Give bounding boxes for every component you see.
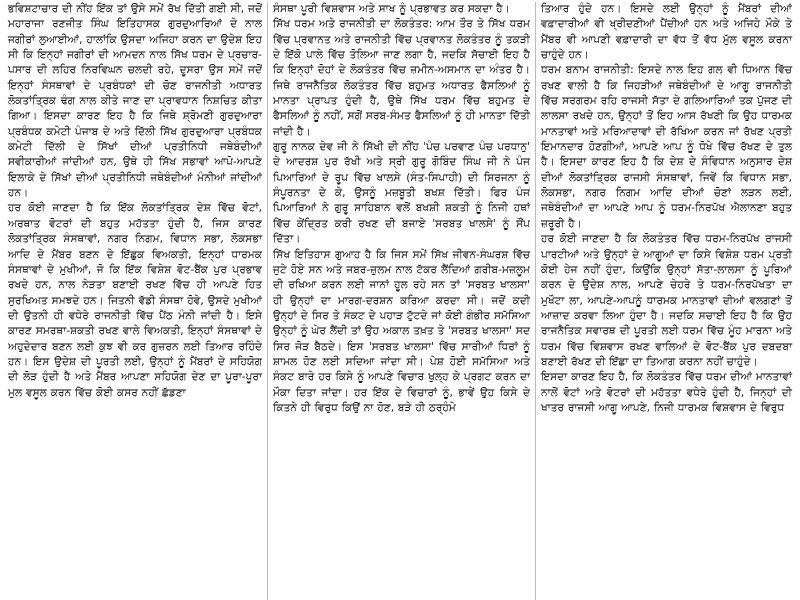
article-column-2 bbox=[267, 2, 535, 600]
paragraph: ਸਿੱਖ ਇਤਿਹਾਸ ਗੁਆਹ ਹੈ ਕਿ ਜਿਸ ਸਮੇਂ ਸਿੱਖ ਜੀਵਨ-ਸੰਘਰਸ਼ ਵਿੱਚ ਜੁਟੇ ਹੋਏ ਸਨ ਅਤੇ ਜਬਰ-ਜ਼ੁਲਮ ਨਾਲ ਟੱਕਰ ਲੈਂਦਿਆਂ ਗਰੀਬ-ਮਜ਼ਲੂਮ ਦੀ ਰਖਿਆ ਕਰਨ ਲਈ ਜਾਨਾਂ ਹੂਲ ਰਹੇ ਸਨ ਤਾਂ 'ਸਰਬਤ ਖਾਲਸਾ' ਹੀ ਉਨ੍ਹਾਂ ਦਾ ਮਾਰਗ-ਦਰਸ਼ਨ ਕਰਿਆ ਕਰਦਾ ਸੀ। ਜਦੋਂ ਕਦੀ ਉਨ੍ਹਾਂ ਦੇ ਸਿਰ ਤੇ ਸੰਕਟ ਦੇ ਪਹਾੜ ਟੁੱਟਦੇ ਜਾਂ ਕੋਈ ਗੰਭੀਰ ਸਮੱਸਿਆ ਉਨ੍ਹਾਂ ਨੂੰ ਘੇਰ ਲੈਂਦੀ ਤਾਂ ਉਹ ਅਕਾਲ ਤਖ਼ਤ ਤੇ 'ਸਰਬਤ ਖਾਲਸਾ' ਸਦ ਸਿਰ ਜੋੜ ਬੈਠਦੇ। ਇਸ 'ਸਰਬਤ ਖਾਲਸਾ' ਵਿੱਚ ਸਾਰੀਆਂ ਧਿਰਾਂ ਨੂੰ ਸ਼ਾਮਲ ਹੋਣ ਲਈ ਸਦਿਆ ਜਾਂਦਾ ਸੀ। ਪੇਸ਼ ਹੋਈ ਸਮੱਸਿਆ ਅਤੇ ਸੰਕਟ ਬਾਰੇ ਹਰ ਕਿਸੇ ਨੂੰ ਆਪਣੇ ਵਿਚਾਰ ਖੁਲ੍ਹ ਕੇ ਪ੍ਰਗਟ ਕਰਨ ਦਾ ਮੌਕਾ ਦਿਤਾ ਜਾਂਦਾ। ਹਰ ਇੱਕ ਦੇ ਵਿਚਾਰਾਂ ਨੂੰ, ਭਾਵੇਂ ਉਹ ਕਿਸੇ ਦੇ ਕਿਤਨੇ ਹੀ ਵਿਰੁਧ ਕਿਉਂ ਨਾ ਹੋਣ, ਬੜੇ ਹੀ ਠਰ੍ਹੰਮੇ bbox=[273, 248, 530, 414]
article-column-1 bbox=[3, 2, 267, 600]
paragraph: ਗੁਰੂ ਨਾਨਕ ਦੇਵ ਜੀ ਨੇ ਸਿੱਖੀ ਦੀ ਨੀਂਹ 'ਪੰਚ ਪਰਵਾਣ ਪੰਚ ਪਰਧਾਨੁ' ਦੇ ਆਦਰਸ਼ ਪੁਰ ਰੱਖੀ ਅਤੇ ਸ੍ਰੀ ਗੁਰੂ ਗੋਬਿੰਦ ਸਿੰਘ ਜੀ ਨੇ ਪੰਜ ਪਿਆਰਿਆਂ ਦੇ ਰੂਪ ਵਿੱਚ ਖਾਲਸੇ (ਸੰਤ-ਸਿਪਾਹੀ) ਦੀ ਸਿਰਜਨਾ ਨੂੰ ਸੰਪੂਰਨਤਾ ਦੇ ਕੇ, ਉਸਨੂੰ ਮਜ਼ਬੂਤੀ ਬਖਸ਼ ਦਿੱਤੀ। ਫਿਰ ਪੰਜ ਪਿਆਰਿਆਂ ਨੇ ਗੁਰੂ ਸਾਹਿਬਾਨ ਵਲੋਂ ਬਖਸ਼ੀ ਸ਼ਕਤੀ ਨੂੰ ਨਿਜੀ ਹਥਾਂ ਵਿੱਚ ਕੇਂਦ੍ਰਿਤ ਕਰੀ ਰਖਣ ਦੀ ਬਜਾਏ 'ਸਰਬਤ ਖਾਲਸੇ' ਨੂੰ ਸੌਂਪ ਦਿੱਤਾ। bbox=[273, 141, 530, 246]
paragraph: ਤਿਆਰ ਹੁੰਦੇ ਹਨ। ਇਸਦੇ ਲਈ ਉਨ੍ਹਾਂ ਨੂੰ ਮੈਂਬਰਾਂ ਦੀਆਂ ਵਫ਼ਾਦਾਰੀਆਂ ਵੀ ਖ੍ਰੀਦਣੀਆਂ ਪੈਂਦੀਆਂ ਹਨ ਅਤੇ ਅਜਿਹੇ ਮੌਕੇ ਤੇ ਮੈਂਬਰ ਵੀ ਆਪਣੀ ਵਫ਼ਾਦਾਰੀ ਦਾ ਵੱਧ ਤੋਂ ਵੱਧ ਮੁੱਲ ਵਸੂਲ ਕਰਨਾ ਚਾਹੁੰਦੇ ਹਨ। bbox=[541, 3, 792, 62]
article-column-3 bbox=[535, 2, 797, 600]
paragraph: ਸਿੱਖ ਧਰਮ ਅਤੇ ਰਾਜਨੀਤੀ ਦਾ ਲੋਕਤੰਤਰ: ਆਮ ਤੌਰ ਤੇ ਸਿੱਖ ਧਰਮ ਵਿੱਚ ਪ੍ਰਵਾਨਤ ਅਤੇ ਰਾਜਨੀਤੀ ਵਿੱਚ ਪ੍ਰਵਾਨਤ ਲੋਕਤੰਤਰ ਨੂੰ ਤਕੜੀ ਦੇ ਇੱਕੋ ਪਾਲੇ ਵਿੱਚ ਤੋਲਿਆ ਜਾਣ ਲਗਾ ਹੈ, ਜਦਕਿ ਸੱਚਾਈ ਇਹ ਹੈ ਕਿ ਇਨ੍ਹਾਂ ਦੋਹਾਂ ਦੇ ਲੋਕਤੰਤਰ ਵਿੱਚ ਜ਼ਮੀਨ-ਅਸਮਾਨ ਦਾ ਅੰਤਰ ਹੈ। ਜਿਥੇ ਰਾਜਨੈਤਿਕ ਲੋਕਤੰਤਰ ਵਿੱਚ ਬਹੁਮਤ ਅਧਾਰਤ ਫੈਸਲਿਆਂ ਨੂੰ ਮਾਨਤਾ ਪ੍ਰਾਪਤ ਹੁੰਦੀ ਹੈ, ਉਥੇ ਸਿੱਖ ਧਰਮ ਵਿੱਚ ਬਹੁਮਤ ਦੇ ਫੈਸਲਿਆਂ ਨੂੰ ਨਹੀਂ, ਸਗੋਂ ਸਰਬ-ਸੰਮਤ ਫੈਸਲਿਆਂ ਨੂੰ ਹੀ ਮਾਨਤਾ ਦਿੱਤੀ ਜਾਂਦੀ ਹੈ। bbox=[273, 18, 530, 138]
paragraph: ਹਰ ਕੋਈ ਜਾਣਦਾ ਹੈ ਕਿ ਇੱਕ ਲੋਕਤਾਂਤ੍ਰਿਕ ਦੇਸ਼ ਵਿੱਚ ਵੋਟਾਂ, ਅਰਥਾਤ ਵੋਟਰਾਂ ਦੀ ਬਹੁਤ ਮਹੱਤਤਾ ਹੁੰਦੀ ਹੈ, ਜਿਸ ਕਾਰਣ ਲੋਕਤਾਂਤ੍ਰਿਕ ਸੰਸਥਾਵਾਂ, ਨਗਰ ਨਿਗਮ, ਵਿਧਾਨ ਸਭਾ, ਲੋਕਸਭਾ ਆਦਿ ਦੇ ਮੈਂਬਰ ਬਣਨ ਦੇ ਇੱਛੁਕ ਵਿਅਕਤੀ, ਇਨ੍ਹਾਂ ਧਾਰਮਕ ਸੰਸਥਾਵਾਂ ਦੇ ਮੁਖੀਆਂ, ਜੋ ਕਿ ਇੱਕ ਵਿਸ਼ੇਸ਼ ਵੋਟ-ਬੈਂਕ ਪੁਰ ਪ੍ਰਭਾਵ ਰਖਦੇ ਹਨ, ਨਾਲ ਨੇੜਤਾ ਬਣਾਈ ਰਖਣ ਵਿੱਚ ਹੀ ਆਪਣੇ ਹਿਤ ਸੁਰਖਿਅਤ ਸਮਝਦੇ ਹਨ। ਜਿਤਨੀ ਵੱਡੀ ਸੰਸਥਾ ਹੋਵੇ, ਉਸਦੇ ਮੁਖੀਆਂ ਦੀ ਉਤਨੀ ਹੀ ਵਧੇਰੇ ਰਾਜਨੀਤੀ ਵਿੱਚ ਪੈਂਠ ਮੰਨੀ ਜਾਂਦੀ ਹੈ। ਇਸੇ ਕਾਰਣ ਸਮਰਥਾ-ਸ਼ਕਤੀ ਰਖਣ ਵਾਲੇ ਵਿਅਕਤੀ, ਇਨ੍ਹਾਂ ਸੰਸਥਾਵਾਂ ਦੇ ਅਹੁਦੇਦਾਰ ਬਣਨ ਲਈ ਕੁਝ ਵੀ ਕਰ ਗੁਜ਼ਰਨ ਲਈ ਤਿਆਰ ਰਹਿੰਦੇ ਹਨ। ਇਸ ਉਦੇਸ਼ ਦੀ ਪੂਰਤੀ ਲਈ, ਉਨ੍ਹਾਂ ਨੂੰ ਮੈਂਬਰਾਂ ਦੇ ਸਹਿਯੋਗ ਦੀ ਲੋੜ ਹੁੰਦੀ ਹੈ ਅਤੇ ਮੈਂਬਰ ਆਪਣਾ ਸਹਿਯੋਗ ਦੇਣ ਦਾ ਪੂਰਾ-ਪੂਰਾ ਮੁਲ ਵਸੂਲ ਕਰਨ ਵਿੱਚ ਕੋਈ ਕਸਰ ਨਹੀਂ ਛੱਡਣਾ bbox=[8, 202, 262, 399]
paragraph: ਇਸਦਾ ਕਾਰਣ ਇਹ ਹੈ, ਕਿ ਲੋਕਤੰਤਰ ਵਿੱਚ ਧਰਮ ਦੀਆਂ ਮਾਨਤਾਵਾਂ ਨਾਲੋਂ ਵੋਟਾਂ ਅਤੇ ਵੋਟਰਾਂ ਦੀ ਮਹੱਤਤਾ ਵਧੇਰੇ ਹੁੰਦੀ ਹੈ, ਜਿਨ੍ਹਾਂ ਦੀ ਖਾਤਰ ਰਾਜਸੀ ਆਗੂ ਆਪਣੇ, ਨਿਜੀ ਧਾਰਮਕ ਵਿਸ਼ਵਾਸ ਦੇ ਵਿਰੁਧ bbox=[541, 371, 792, 414]
paragraph: ਧਰਮ ਬਨਾਮ ਰਾਜਨੀਤੀ: ਇਸਦੇ ਨਾਲ ਇਹ ਗਲ ਵੀ ਧਿਆਨ ਵਿੱਚ ਰਖਣ ਵਾਲੀ ਹੈ ਕਿ ਜਿਹੜੀਆਂ ਜਥੇਬੰਦੀਆਂ ਦੇ ਆਗੂ ਰਾਜਨੀਤੀ ਵਿੱਚ ਸਰਗਰਮ ਰਹਿ ਰਾਜਸੀ ਸੱਤਾ ਦੇ ਗਲਿਆਰਿਆਂ ਤਕ ਪੁੱਜਣ ਦੀ ਲਾਲਸਾ ਰਖਦੇ ਹਨ, ਉਨ੍ਹਾਂ ਤੋਂ ਇਹ ਆਸ ਰੱਖਣੀ ਕਿ ਉਹ ਧਾਰਮਕ ਮਾਨਤਾਵਾਂ ਅਤੇ ਮਰਿਆਦਾਵਾਂ ਦੀ ਰੱਖਿਆ ਕਰਨ ਜਾਂ ਰੱਖਣ ਪ੍ਰਤੀ ਇਮਾਨਦਾਰ ਹੋਣਗੀਆਂ, ਆਪਣੇ ਆਪ ਨੂੰ ਧੋਖੇ ਵਿੱਚ ਰੱਖਣ ਦੇ ਤੁਲ ਹੈ। ਇਸਦਾ ਕਾਰਣ ਇਹ ਹੈ ਕਿ ਦੇਸ਼ ਦੇ ਸੰਵਿਧਾਨ ਅਨੁਸਾਰ ਦੇਸ਼ ਦੀਆਂ ਲੋਕਤਾਂਤ੍ਰਿਕ ਰਾਜਸੀ ਸੰਸਥਾਵਾਂ, ਜਿਵੇਂ ਕਿ ਵਿਧਾਨ ਸਭਾ, ਲੋਕਸਭਾ, ਨਗਰ ਨਿਗਮ ਆਦਿ ਦੀਆਂ ਚੋਣਾਂ ਲੜਨ ਲਈ, ਜਥੇਬੰਦੀਆਂ ਦਾ ਆਪਣੇ ਆਪ ਨੂੰ ਧਰਮ-ਨਿਰਪੱਖ ਐਲਾਨਣਾ ਬਹੁਤ ਜ਼ਰੂਰੀ ਹੈ। bbox=[541, 64, 792, 230]
paragraph: ਹਰ ਕੋਈ ਜਾਣਦਾ ਹੈ ਕਿ ਲੋਕਤੰਤਰ ਵਿੱਚ ਧਰਮ-ਨਿਰਪੱਖ ਰਾਜਸੀ ਪਾਰਟੀਆਂ ਅਤੇ ਉਨ੍ਹਾਂ ਦੇ ਆਗੂਆਂ ਦਾ ਕਿਸੇ ਵਿਸ਼ੇਸ਼ ਧਰਮ ਪ੍ਰਤੀ ਕੋਈ ਹੇਜ ਨਹੀਂ ਹੁੰਦਾ, ਕਿਉਂਕਿ ਉਨ੍ਹਾਂ ਸੱਤਾ-ਲਾਲਸਾ ਨੂੰ ਪੂਰਿਆਂ ਕਰਨ ਦੇ ਉਦੇਸ਼ ਨਾਲ, ਆਪਣੇ ਚੇਹਰੇ ਤੇ ਧਰਮ-ਨਿਰਪੱਖਤਾ ਦਾ ਮੁਖੌਟਾ ਲਾ, ਆਪਣੇ-ਆਪਨੂੰ ਧਾਰਮਕ ਮਾਨਤਾਵਾਂ ਦੀਆਂ ਵਲਗਣਾਂ ਤੋਂ ਆਜ਼ਾਦ ਕਰਵਾ ਲਿਆ ਹੁੰਦਾ ਹੈ। ਜਦਕਿ ਸਚਾਈ ਇਹ ਹੈ ਕਿ ਉਹ ਰਾਜਨੈਤਿਕ ਸਵਾਰਥ ਦੀ ਪੂਰਤੀ ਲਈ ਧਰਮ ਵਿੱਚ ਮੂੰਹ ਮਾਰਨਾ ਅਤੇ ਧਰਮ ਵਿੱਚ ਵਿਸ਼ਵਾਸ ਰਖਣ ਵਾਲਿਆਂ ਦੇ ਵੋਟ-ਬੈਂਕ ਪੁਰ ਦਬਦਬਾ ਬਣਾਈ ਰੱਖਣ ਦੀ ਇੱਛਾ ਦਾ ਤਿਆਗ ਕਰਨਾ ਨਹੀਂ ਚਾਹੁੰਦੇ। bbox=[541, 233, 792, 368]
paragraph: ਸੰਸਥਾ ਪੂਰੀ ਵਿਸ਼ਵਾਸ ਅਤੇ ਸਾਖ ਨੂੰ ਪ੍ਰਭਾਵਤ ਕਰ ਸਕਦਾ ਹੈ। bbox=[273, 3, 510, 15]
paragraph: ਭਵਿਸ਼ਟਾਚਾਰ ਦੀ ਨੀਂਹ ਇੱਕ ਤਾਂ ਉਸੇ ਸਮੇਂ ਰੱਖ ਦਿੱਤੀ ਗਈ ਸੀ, ਜਦੋਂ ਮਹਾਰਾਜਾ ਰਣਜੀਤ ਸਿੰਘ ਇਤਿਹਾਸਕ ਗੁਰਦੁਆਰਿਆਂ ਦੇ ਨਾਲ ਜਗੀਰਾਂ ਲੁਆਈਆਂ, ਹਾਲਾਂਕਿ ਉਸਦਾ ਅਜਿਹਾ ਕਰਨ ਦਾ ਉਦੇਸ਼ ਇਹ ਸੀ ਕਿ ਇਨ੍ਹਾਂ ਜਗੀਰਾਂ ਦੀ ਆਮਦਨ ਨਾਲ ਸਿੱਖ ਧਰਮ ਦੇ ਪ੍ਰਚਾਰ-ਪਸਾਰ ਦੀ ਲਹਿਰ ਨਿਰਵਿਘਨ ਚਲਦੀ ਰਹੇ, ਦੂਸਰਾ ਉਸ ਸਮੇਂ ਜਦੋਂ ਇਨ੍ਹਾਂ ਸੰਸਥਾਵਾਂ ਦੇ ਪ੍ਰਬੰਧਕਾਂ ਦੀ ਚੋਣ ਰਾਜਨੀਤੀ ਅਧਾਰਤ ਲੋਕਤਾਂਤ੍ਰਿਕ ਢੰਗ ਨਾਲ ਕੀਤੇ ਜਾਣ ਦਾ ਪ੍ਰਾਵਧਾਨ ਨਿਸ਼ਚਿਤ ਕੀਤਾ ਗਿਆ। ਇਸਦਾ ਕਾਰਣ ਇਹ ਹੈ ਕਿ ਜਿਥੇ ਸ਼੍ਰੋਮਣੀ ਗੁਰਦੁਆਰਾ ਪ੍ਰਬੰਧਕ ਕਮੇਟੀ ਪੰਜਾਬ ਦੇ ਅਤੇ ਦਿੱਲੀ ਸਿੱਖ ਗੁਰਦੁਆਰਾ ਪ੍ਰਬੰਧਕ ਕਮੇਟੀ ਦਿੱਲੀ ਦੇ ਸਿੱਖਾਂ ਦੀਆਂ ਪ੍ਰਤੀਨਿਧੀ ਜਥੇਬੰਦੀਆਂ ਸਵੀਕਾਰੀਆਂ ਜਾਂਦੀਆਂ ਹਨ, ਉਥੇ ਹੀ ਸਿੱਖ ਸਭਾਵਾਂ ਆਪੋ-ਆਪਣੇ ਇਲਾਕੇ ਦੇ ਸਿੱਖਾਂ ਦੀਆਂ ਪ੍ਰਤੀਨਿਧੀ ਜਥੇਬੰਦੀਆਂ ਮੰਨੀਆਂ ਜਾਂਦੀਆਂ ਹਨ। bbox=[8, 3, 262, 200]
